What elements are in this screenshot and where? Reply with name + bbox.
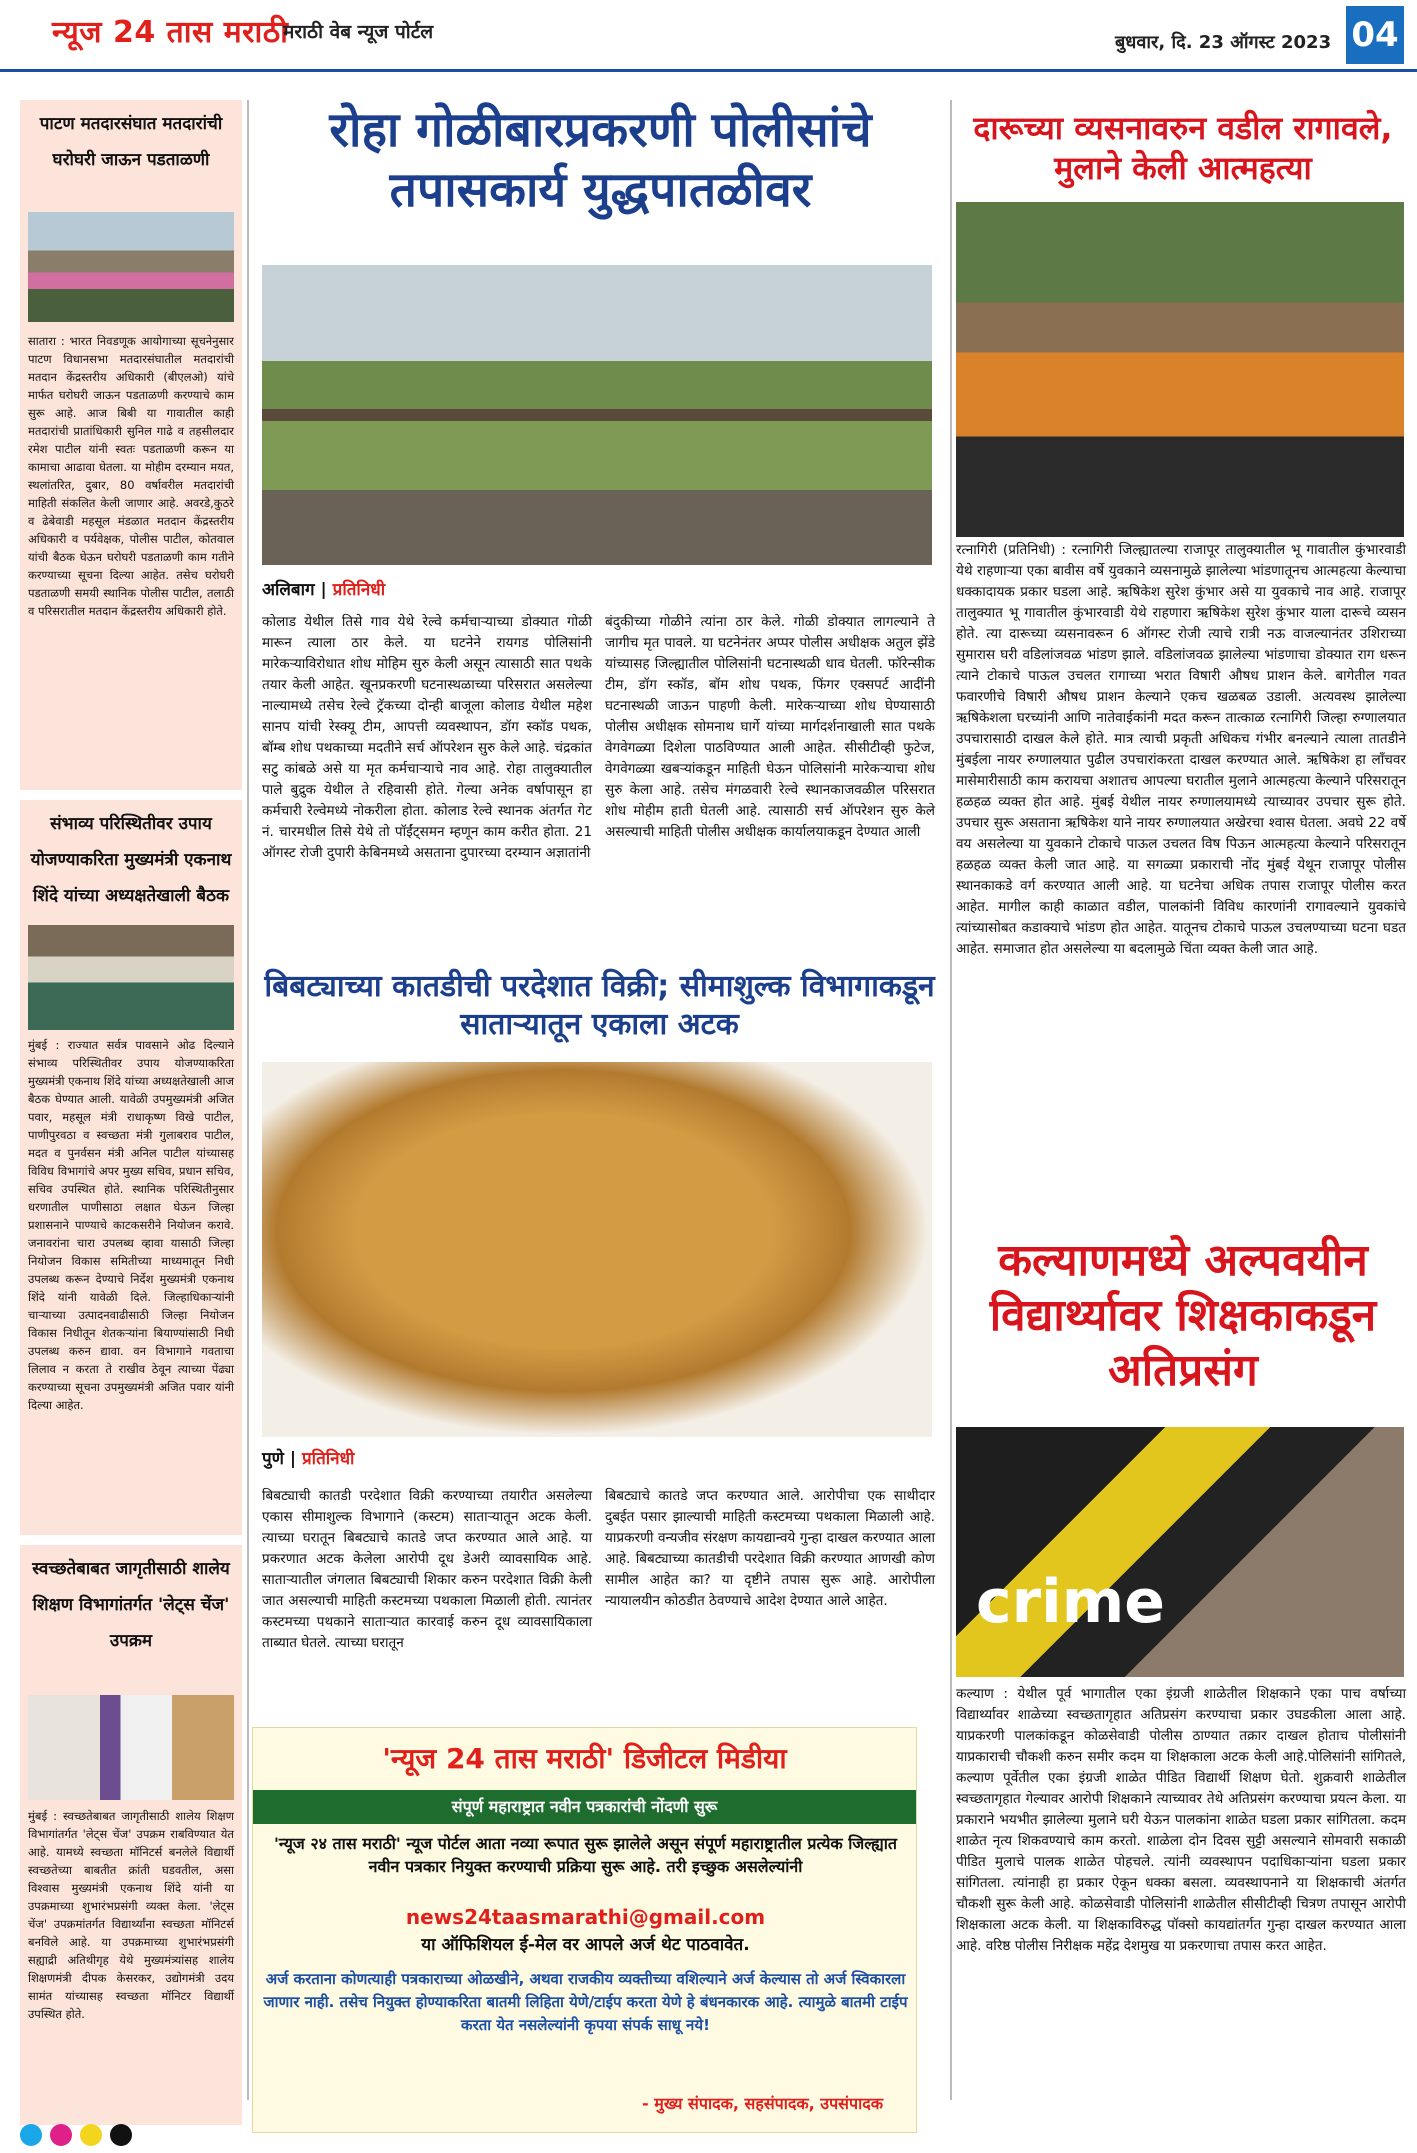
column-divider — [950, 100, 952, 2100]
crime-illustration-photo — [956, 1427, 1404, 1677]
ad-paragraph: अर्ज करताना कोणत्याही पत्रकाराच्या ओळखीने, अथवा राजकीय व्यक्तीच्या वशिल्याने अर्ज केल्यास तो अर्ज स्विकारला जाणार नाही. तसेच नियुक्त होण्याकरिता बातमी लिहिता येणे/टाईप करता येणे हे बंधनकारक आहे. त्यामुळे बातमी टाईप करता येत नसलेल्यांनी कृपया संपर्क साधू नये! — [263, 1970, 908, 2034]
leopard-skin-photo — [262, 1062, 932, 1437]
story-body: मुंबई : राज्यात सर्वत्र पावसाने ओढ दिल्याने संभाव्य परिस्थितीवर उपाय योजण्याकरिता मुख्यमंत्री एकनाथ शिंदे यांच्या अध्यक्षतेखाली आज बैठक घेण्यात आली. यावेळी उपमुख्यमंत्री अजित पवार, महसूल मंत्री राधाकृष्ण विखे पाटील, पाणीपुरवठा व स्वच्छता मंत्री गुलाबराव पाटील, मदत व पुनर्वसन मंत्री अनिल पाटील यांच्यासह विविध विभागांचे अपर मुख्य सचिव, प्रधान सचिव, सचिव उपस्थित होते. स्थानिक परिस्थितीनुसार धरणातील पाणीसाठा लक्षात घेऊन जिल्हा प्रशासनाने पाण्याचे काटकसरीने नियोजन करावे. जनावरांना चारा उपलब्ध व्हावा यासाठी जिल्हा नियोजन विकास समितीच्या माध्यमातून निधी उपलब्ध करून देण्याचे निर्देश मुख्यमंत्री एकनाथ शिंदे यांनी यावेळी दिले. जिल्हाधिकाऱ्यांनी चाऱ्याच्या उत्पादनवाढीसाठी जिल्हा नियोजन विकास निधीतून शेतकऱ्यांना बियाण्यांसाठी निधी उपलब्ध करुन द्यावा. वन विभागाने गवताचा लिलाव न करता ते राखीव ठेवून त्याच्या पेंढ्या करण्याच्या सूचना उपमुख्यमंत्री अजित पवार यांनी दिल्या आहेत. — [28, 1038, 234, 1412]
story-headline: पाटण मतदारसंघात मतदारांची घरोघरी जाऊन पडताळणी — [39, 114, 223, 170]
column-divider — [247, 100, 249, 2100]
ad-paragraph: 'न्यूज २४ तास मराठी' न्यूज पोर्टल आता नव्या रूपात सुरू झालेले असून संपूर्ण महाराष्ट्रातील प्रत्येक जिल्ह्यात नवीन पत्रकार नियुक्त करण्याची प्रक्रिया सुरू आहे. तरी इच्छुक असलेल्यांनी — [274, 1834, 897, 1876]
story-body: मुंबई : स्वच्छतेबाबत जागृतीसाठी शालेय शिक्षण विभागांतर्गत 'लेट्स चेंज' उपक्रम राबविण्यात येत आहे. यामध्ये स्वच्छता मॉनिटर्स बनलेले विद्यार्थी स्वच्छतेच्या बाबतीत क्रांती घडवतील, असा विश्वास मुख्यमंत्री एकनाथ शिंदे यांनी या उपक्रमाच्या शुभारंभप्रसंगी व्यक्त केला. 'लेट्स चेंज' उपक्रमांतर्गत विद्यार्थ्यांना स्वच्छता मॉनिटर्स बनविले आहे. या उपक्रमाच्या शुभारंभप्रसंगी सह्याद्री अतिथीगृह येथे मुख्यमंत्र्यांसह शालेय शिक्षणमंत्री दीपक केसरकर, उद्योगमंत्री उदय सामंत यांच्यासह स्वच्छता मॉनिटर विद्यार्थी उपस्थित होते. — [28, 1809, 234, 2021]
brand-logo: न्यूज 24 तास मराठी — [52, 15, 289, 50]
yellow-dot — [80, 2124, 102, 2146]
story-body: कल्याण : येथील पूर्व भागातील एका इंग्रजी शाळेतील शिक्षकाने एका पाच वर्षाच्या विद्यार्थ्यावर शाळेच्या स्वच्छतागृहात अतिप्रसंग करण्याचा प्रकार उघडकीला आला आहे. याप्रकरणी पालकांकडून कोळसेवाडी पोलीस ठाण्यात तक्रार दाखल होताच पोलीसांनी याप्रकाराची चौकशी करुन समीर कदम या शिक्षकाला अटक केली आहे.पोलिसांनी सांगितले, कल्याण पूर्वेतील एका इंग्रजी शाळेत पीडित विद्यार्थी शिक्षण घेतो. शुक्रवारी शाळेतील स्वच्छतागृहात गेल्यावर आरोपी शिक्षकाने त्याच्यावर तेथे अतिप्रसंग करण्याचा प्रयत्न केला. या प्रकाराने भयभीत झालेल्या मुलाने घरी येऊन पालकांना शाळेत घडला प्रकार सांगितला. कदम शाळेत नृत्य शिकवण्याचे काम करतो. शाळेला दोन दिवस सुट्टी असल्याने सोमवारी सकाळी पीडित मुलाचे पालक शाळेत पोहचले. त्यांनी व्यवस्थापन पदाधिकाऱ्यांना घडला प्रकार सांगितला. त्यांनाही हा प्रकार ऐकून धक्का बसला. व्यवस्थापनाने या शिक्षकाची अंतर्गत चौकशी सुरू केली आहे. कोळसेवाडी पोलिसांनी शाळेतील सीसीटीव्ही चित्रण तपासून आरोपी शिक्षकाला अटक केली. या शिक्षकाविरुद्ध पॉक्सो कायद्यांतर्गत गुन्हा दाखल करण्यात आला आहे. वरिष्ठ पोलीस निरीक्षक महेंद्र देशमुख या प्रकरणाचा तपास करत आहेत. — [956, 1686, 1406, 1954]
brand-subtitle: मराठी वेब न्यूज पोर्टल — [283, 21, 434, 43]
meeting-photo — [28, 925, 234, 1030]
story-headline: बिबट्याच्या कातडीची परदेशात विक्री; सीमाशुल्क विभागाकडून साताऱ्यातून एकाला अटक — [264, 969, 935, 1042]
story-body-column: बिबट्याची कातडी परदेशात विक्री करण्याच्या तयारीत असलेल्या एकास सीमाशुल्क विभागाने (कस्टम) साताऱ्यातून अटक केली. त्याच्या घरातून बिबट्याचे कातडे जप्त करण्यात आले आहे. या प्रकरणात अटक केलेला आरोपी दूध डेअरी व्यावसायिक आहे. साताऱ्यातील जंगलात बिबट्याची शिकार करुन परदेशात विक्री केली जात असल्याची माहिती कस्टमच्या पथकाला मिळाली होती. त्यानंतर कस्टमच्या पथकाने साताऱ्यात कारवाई करुन दूध व्यावसायिकाला ताब्यात घेतले. त्याच्या घरातून — [262, 1488, 592, 1651]
ad-title: 'न्यूज 24 तास मराठी' डिजीटल मिडीया — [382, 1742, 787, 1775]
magenta-dot — [50, 2124, 72, 2146]
dateline-byline: प्रतिनिधी — [302, 1449, 355, 1469]
ad-band: संपूर्ण महाराष्ट्रात नवीन पत्रकारांची नोंदणी सुरू — [253, 1790, 916, 1824]
story-headline: संभाव्य परिस्थितीवर उपाय योजण्याकरिता मुख्यमंत्री एकनाथ शिंदे यांच्या अध्यक्षतेखाली बैठक — [30, 814, 232, 906]
story-headline: रोहा गोळीबारप्रकरणी पोलीसांचे तपासकार्य युद्धपातळीवर — [329, 102, 872, 218]
dateline-place: पुणे — [262, 1449, 284, 1469]
story-headline: कल्याणमध्ये अल्पवयीन विद्यार्थ्यावर शिक्षकाकडून अतिप्रसंग — [989, 1235, 1377, 1396]
issue-date: बुधवार, दि. 23 ऑगस्ट 2023 — [1115, 32, 1332, 53]
cyan-dot — [20, 2124, 42, 2146]
dateline-byline: प्रतिनिधी — [332, 580, 386, 600]
ad-paragraph: या ऑफिशियल ई-मेल वर आपले अर्ज थेट पाठवावेत. — [421, 1935, 750, 1955]
story-headline: स्वच्छतेबाबत जागृतीसाठी शालेय शिक्षण विभागांतर्गत 'लेट्स चेंज' उपक्रम — [32, 1559, 230, 1651]
voter-verification-photo — [28, 212, 234, 322]
ad-email-link[interactable]: news24taasmarathi@gmail.com — [405, 1905, 766, 1929]
left-story-3 — [20, 1545, 242, 2125]
story-dateline: अलिबाग | प्रतिनिधी — [262, 580, 386, 600]
railway-track-photo — [262, 265, 932, 565]
story-body: सातारा : भारत निवडणूक आयोगाच्या सूचनेनुसार पाटण विधानसभा मतदारसंघातील मतदारांची मतदान केंद्रस्तरीय अधिकारी (बीएलओ) यांचे मार्फत घरोघरी जाऊन पडताळणी करण्याचे काम सुरू आहे. आज बिबी या गावातील काही मतदारांची प्रातांधिकारी सुनिल गाढे व तहसीलदार रमेश पाटील यांनी स्वतः पडताळणी करून या कामाचा आढावा घेतला. या मोहीम दरम्यान मयत, स्थलांतरित, दुबार, 80 वर्षावरील मतदारांची माहिती संकलित केली जाणार आहे. अवरडे,कुठरे व ढेबेवाडी महसूल मंडळात मतदान केंद्रस्तरीय अधिकारी व पर्यवेक्षक, पोलीस पाटील, कोतवाल यांची बैठक घेऊन घरोघरी पडताळणी काम गतीने करण्याच्या सूचना दिल्या आहेत. तसेच घरोघरी पडताळणी समयी स्थानिक पोलीस पाटील, तलाठी व परिसरातील मतदान केंद्रस्तरीय अधिकारी होते. — [28, 334, 234, 618]
left-story-1 — [20, 100, 242, 790]
ad-signature: - मुख्य संपादक, सहसंपादक, उपसंपादक — [642, 2094, 883, 2113]
recruitment-advertisement — [252, 1727, 917, 2133]
story-dateline: पुणे | प्रतिनिधी — [262, 1449, 355, 1469]
story-body-column: बिबट्याचे कातडे जप्त करण्यात आले. आरोपीचा एक साथीदार दुबईत पसार झाल्याची माहिती कस्टमच्या पथकाला मिळाली आहे. याप्रकरणी वन्यजीव संरक्षण कायद्यान्वये गुन्हा दाखल करण्यात आला आहे. बिबट्याच्या कातडीची परदेशात विक्री करण्यात आणखी कोण सामील आहेत का? या दृष्टीने तपास सुरू आहे. आरोपीला न्यायालयीन कोठडीत ठेवण्याचे आदेश देण्यात आले आहेत. — [605, 1488, 935, 1609]
story-body: रत्नागिरी (प्रतिनिधी) : रत्नागिरी जिल्ह्यातल्या राजापूर तालुक्यातील भू गावातील कुंभारवाडी येथे राहणाऱ्या एका बावीस वर्षे युवकाने व्यसनामुळे झालेल्या भांडणातूनच आत्महत्या केल्याचा धक्कादायक प्रकार घडला आहे. ऋषिकेश सुरेश कुंभार असे या युवकाचे नाव आहे. राजापूर तालुक्यात भू गावातील कुंभारवाडी येथे राहणारा ऋषिकेश सुरेश कुंभार याला दारूचे व्यसन होते. त्या दारूच्या व्यसनावरून 6 ऑगस्ट रोजी त्याचे रात्री नऊ वाजल्यानंतर उशिराच्या सुमारास घरी वडिलांजवळ भांडण झाले. वडिलांजवळ झालेल्या भांडणाचा डोक्यात राग धरून त्याने टोकाचे पाऊल उचलत रागाच्या भरात विषारी औषध प्राशन केले. बागेतील गवत फवारणीचे विषारी औषध प्राशन केल्याने एकच खळबळ उडाली. अत्यवस्थ झालेल्या ऋषिकेशला घरच्यांनी आणि नातेवाईकांनी मदत करून तात्काळ रत्नागिरी जिल्हा रुग्णालयात उपचारासाठी दाखल केले होते. मात्र त्याची प्रकृती अधिकच गंभीर बनल्याने त्याला तातडीने मुंबईला नायर रुग्णालयात पुढील उपचारांकरता दाखल करण्यात आले. ऋषिकेश हा लॉंचवर मासेमारीसाठी काम करायचा अशातच आपल्या घरातील मुलाने आत्महत्या केल्याने परिसरातून हळहळ व्यक्त होत आहे. मुंबई येथील नायर रुग्णालयामध्ये त्याच्यावर उपचार सुरू होते. उपचार सुरू असताना ऋषिकेश याने नायर रुग्णालयात अखेरचा श्वास घेतला. अवघे 22 वर्षे वय असलेल्या या युवकाने टोकाचे पाऊल उचलत विष पिऊन आत्महत्या केल्याने परिसरातून हळहळ व्यक्त केली जात आहे. या सगळ्या प्रकाराची नोंद मुंबई येथून राजापूर पोलीस स्थानकाकडे वर्ग करण्यात आली आहे. या घटनेचा अधिक तपास राजापूर पोलीस करत आहेत. मागील काही काळात वडील, पालकांनी विविध कारणांनी रागावल्याने युवकांचे त्यांच्यासोबत कडाक्याचे भांडण होत आहेत. यातूनच टोकाचे पाऊल उचलण्याच्या घटना घडत आहेत. समाजात होत असलेल्या या बदलामुळे चिंता व्यक्त केली जात आहे. — [956, 542, 1406, 957]
page-number-badge: 04 — [1346, 6, 1404, 64]
photo-caption-crime: crime — [976, 1567, 1165, 1637]
youth-motorcycle-photo — [956, 202, 1404, 537]
dateline-place: अलिबाग — [262, 580, 315, 600]
black-dot — [110, 2124, 132, 2146]
story-headline: दारूच्या व्यसनावरुन वडील रागावले, मुलाने केली आत्महत्या — [973, 109, 1393, 187]
print-color-marks — [20, 2124, 140, 2150]
left-story-2 — [20, 800, 242, 1535]
story-body-column: कोलाड येथील तिसे गाव येथे रेल्वे कर्मचाऱ्याच्या डोक्यात गोळी मारून त्याला ठार केले. या घटनेने रायगड पोलिसांनी मारेकऱ्याविरोधात शोध मोहिम सुरु केली असून त्यासाठी सात पथके तयार केली आहेत. खूनप्रकरणी घटनास्थळाच्या परिसरात असलेल्या नाल्यामध्ये तसेच रेल्वे ट्रॅकच्या दोन्ही बाजूला कोलाड येथील महेश सानप यांची रेस्क्यू टीम, आपत्ती व्यवस्थापन, डॉग स्कॉड पथक, बॉम्ब शोध पथकाच्या मदतीने सर्च ऑपरेशन सुरु केले आहे. चंद्रकांत सटु कांबळे असे या मृत कर्मचाऱ्याचे नाव आहे. रोहा तालुक्यातील पाले बुद्रुक येथील ते रहिवासी होते. गेल्या अनेक वर्षापासून हा कर्मचारी रेल्वेमध्ये नोकरीला होता. कोलाड रेल्वे स्थानक अंतर्गत गेट नं. चारमधील तिसे येथे तो पॉईंट्समन म्हणून काम करीत होता. 21 ऑगस्ट रोजी दुपारी केबिनमध्ये असताना दुपारच्या दरम्यान अज्ञातांनी — [262, 614, 592, 861]
story-body-column: बंदुकीच्या गोळीने त्यांना ठार केले. गोळी डोक्यात लागल्याने ते जागीच मृत पावले. या घटनेनंतर अप्पर पोलीस अधीक्षक अतुल झेंडे यांच्यासह जिल्ह्यातील पोलिसांनी घटनास्थळी धाव घेतली. फॉरेन्सीक टीम, डॉग स्कॉड, बॉम शोध पथक, फिंगर एक्सपर्ट आदींनी घटनास्थळी जाऊन पाहणी केली. मारेकऱ्याच्या शोध घेण्यासाठी पोलीस अधीक्षक सोमनाथ घार्गे यांच्या मार्गदर्शनाखाली सात पथके वेगवेगळ्या दिशेला पाठविण्यात आली आहेत. सीसीटीव्ही फुटेज, वेगवेगळ्या खबऱ्यांकडून माहिती घेऊन पोलिसांनी मारेकऱ्याचा शोध सुरु केला आहे. तसेच मंगळवारी रेल्वे स्थानकाजवळील परिसरात शोध मोहीम हाती घेतली आहे. त्यासाठी सर्च ऑपरेशन सुरु केले असल्याची माहिती पोलीस अधीक्षक कार्यालयाकडून देण्यात आली — [605, 614, 935, 840]
lets-change-event-photo — [28, 1695, 234, 1800]
